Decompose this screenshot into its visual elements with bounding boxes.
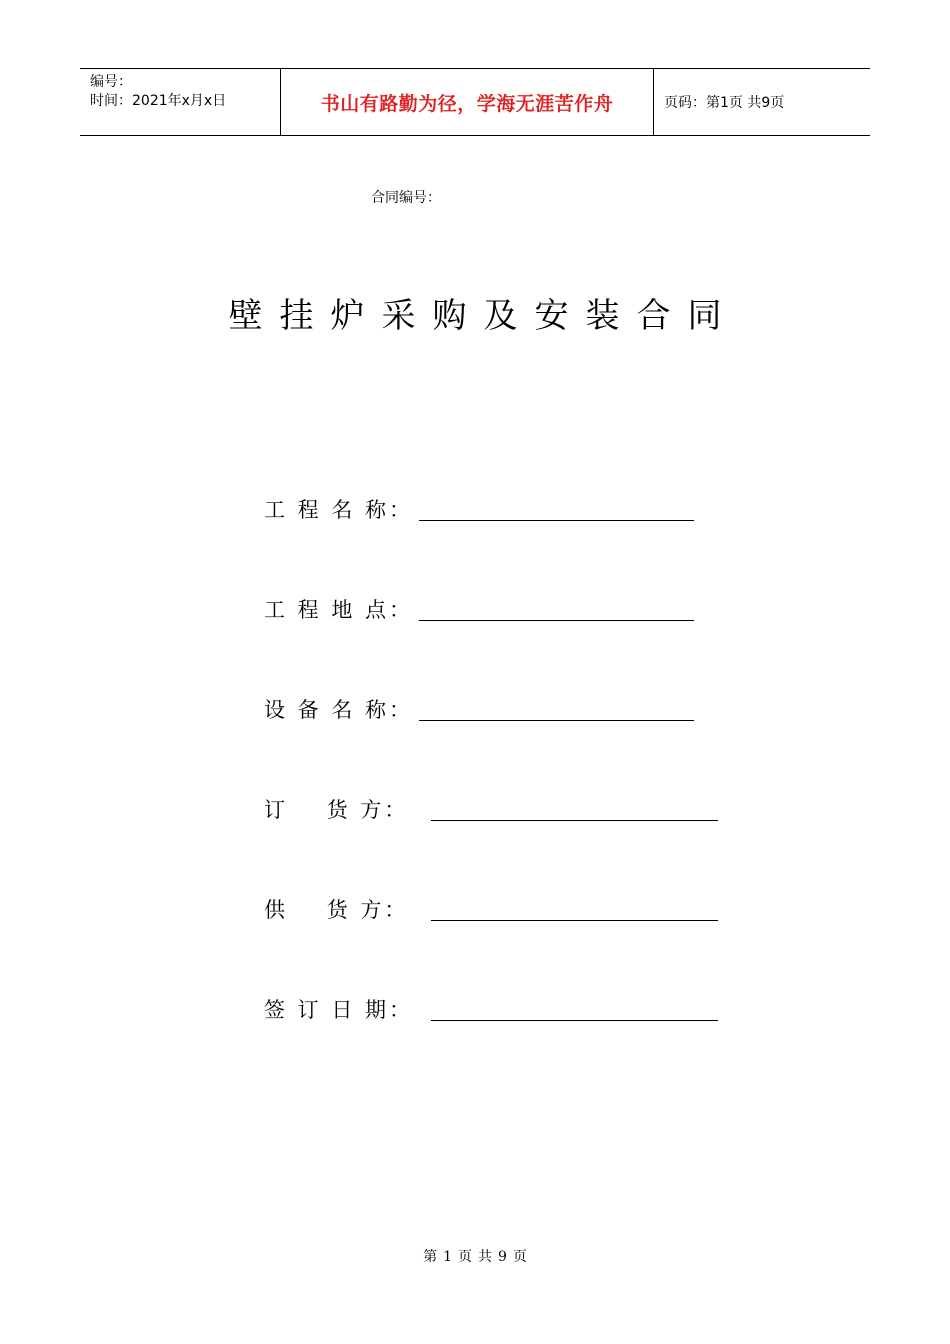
- footer-page-prefix: 第: [423, 1249, 438, 1265]
- blank-line: [431, 820, 718, 821]
- blank-line: [419, 520, 694, 521]
- header-meta: [80, 69, 281, 135]
- contract-number-label: 合同编号：: [371, 190, 441, 206]
- blank-line: [431, 920, 718, 921]
- footer-page-total: 9: [498, 1249, 507, 1265]
- blank-line: [431, 1020, 718, 1021]
- header-slogan-cell: [281, 69, 654, 135]
- footer-total-prefix: 共: [478, 1249, 492, 1265]
- header-slogan: 书山有路勤为径，学海无涯苦作舟: [320, 92, 614, 115]
- header-page-info: 页码：第1页 共9页: [664, 95, 785, 111]
- document-title: 壁挂炉采购及安装合同: [228, 296, 739, 336]
- field-label: 订 货 方：: [264, 798, 409, 822]
- footer-total-unit: 页: [512, 1249, 527, 1265]
- page-header: [80, 68, 870, 136]
- document-number-label: 编号：: [90, 74, 132, 90]
- field-label: 设 备 名 称：: [264, 698, 414, 722]
- footer-page-current: 1: [443, 1249, 452, 1265]
- blank-line: [419, 620, 694, 621]
- document-date: 时间：2021年x月x日: [90, 93, 227, 109]
- field-label: 工 程 名 称：: [264, 498, 414, 522]
- page-footer: [0, 1246, 950, 1266]
- footer-page-unit: 页: [458, 1249, 472, 1265]
- field-label: 签 订 日 期：: [264, 998, 414, 1022]
- blank-line: [419, 720, 694, 721]
- field-label: 供 货 方：: [264, 898, 409, 922]
- field-label: 工 程 地 点：: [264, 598, 414, 622]
